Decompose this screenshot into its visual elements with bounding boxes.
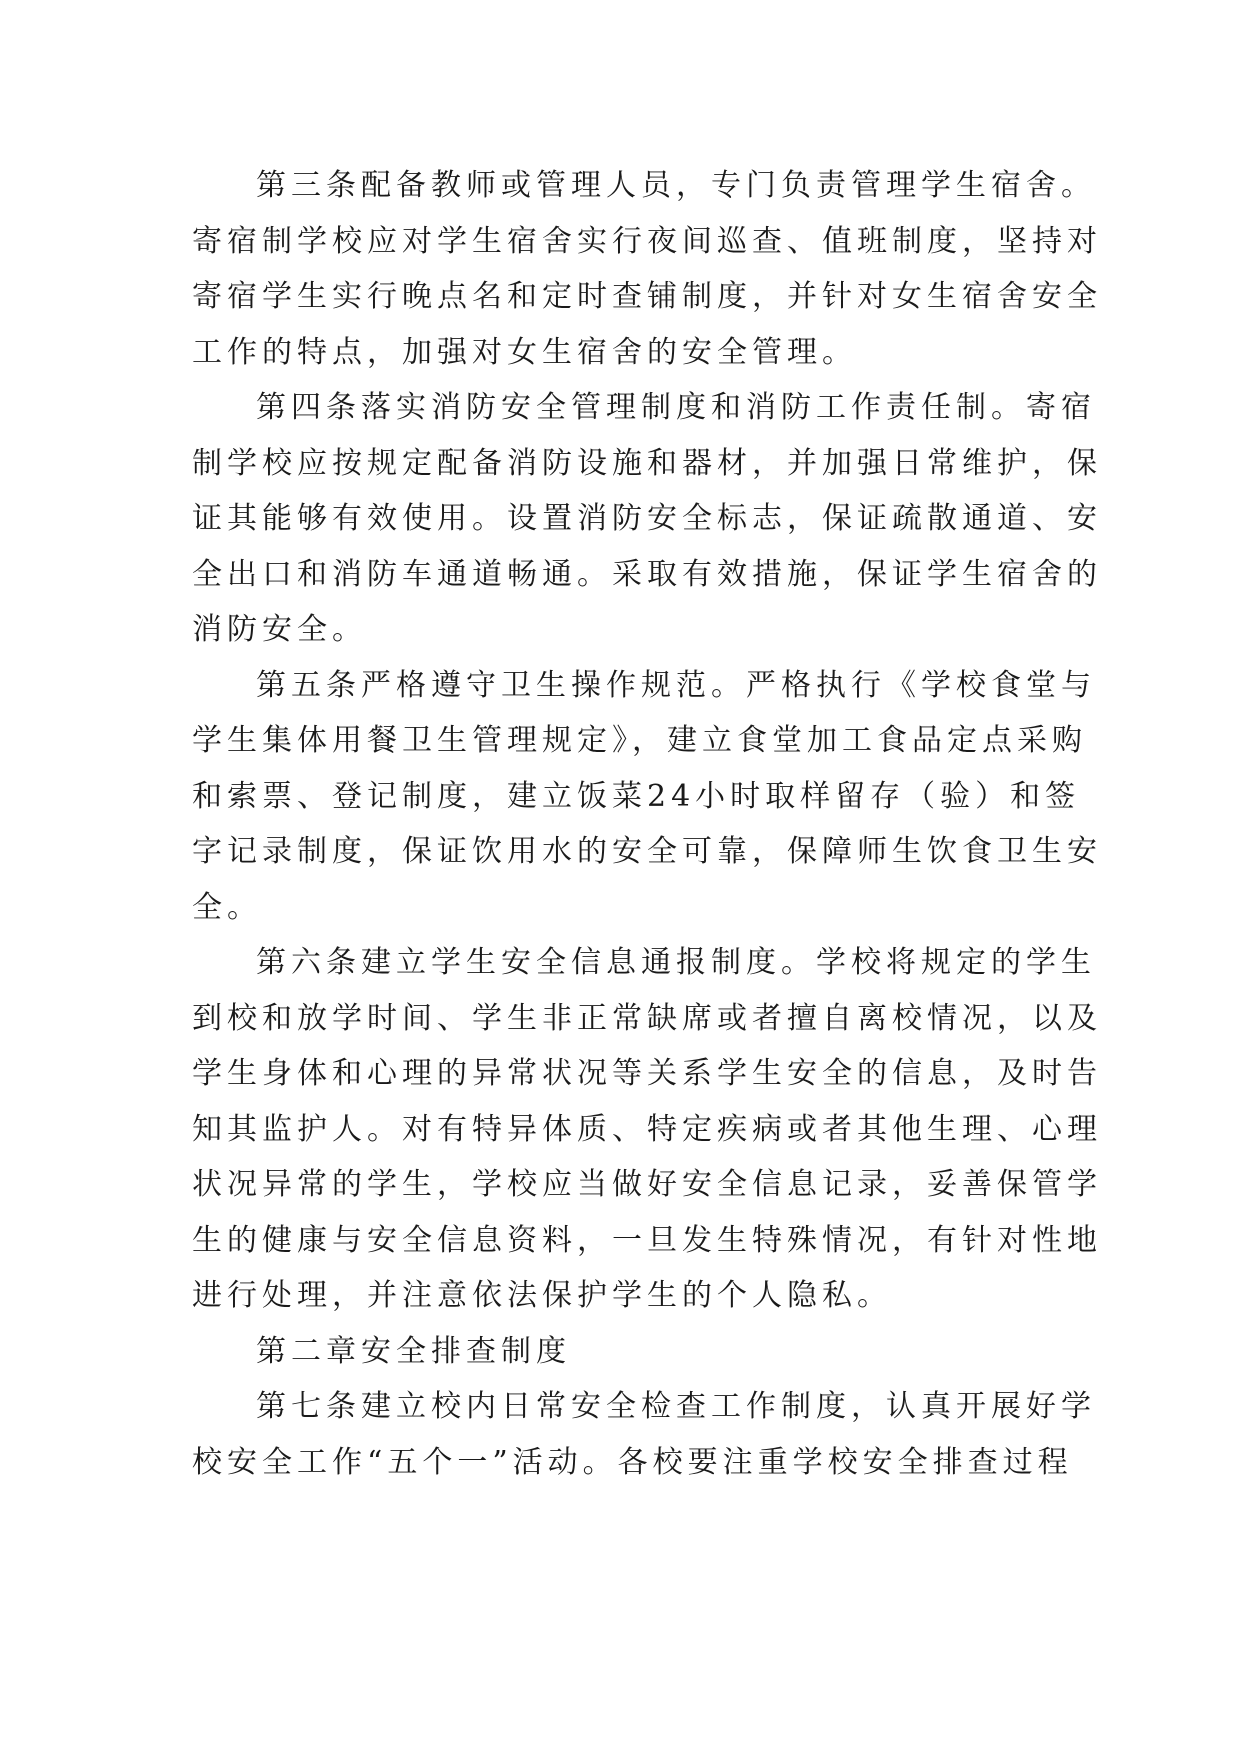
article-6-paragraph — [192, 935, 1102, 1324]
text-line: 证其能够有效使用。设置消防安全标志，保证疏散通道、安 — [192, 501, 1102, 536]
article-5-paragraph — [192, 658, 1102, 936]
text-line: 第四条落实消防安全管理制度和消防工作责任制。寄宿 — [256, 390, 1096, 425]
chapter-2-heading — [192, 1324, 1052, 1380]
article-7-paragraph — [192, 1379, 1096, 1490]
text-line: 状况异常的学生，学校应当做好安全信息记录，妥善保管学 — [192, 1167, 1102, 1202]
text-line: 第七条建立校内日常安全检查工作制度，认真开展好学 — [256, 1389, 1096, 1424]
text-line: 进行处理，并注意依法保护学生的个人隐私。 — [192, 1278, 892, 1313]
text-line: 校安全工作“五个一”活动。各校要注重学校安全排查过程 — [192, 1444, 1073, 1480]
article-4-paragraph — [192, 380, 1102, 658]
text-line: 字记录制度，保证饮用水的安全可靠，保障师生饮食卫生安 — [192, 834, 1102, 869]
text-line: 寄宿制学校应对学生宿舍实行夜间巡查、值班制度，坚持对 — [192, 223, 1102, 259]
text-line: 第五条严格遵守卫生操作规范。严格执行《学校食堂与 — [256, 667, 1096, 703]
text-line: 学生身体和心理的异常状况等关系学生安全的信息，及时告 — [192, 1056, 1102, 1091]
text-line: 制学校应按规定配备消防设施和器材，并加强日常维护，保 — [192, 445, 1102, 481]
text-line: 第六条建立学生安全信息通报制度。学校将规定的学生 — [256, 945, 1096, 980]
text-line: 消防安全。 — [192, 612, 367, 647]
text-line: 知其监护人。对有特异体质、特定疾病或者其他生理、心理 — [192, 1111, 1102, 1147]
text-line: 到校和放学时间、学生非正常缺席或者擅自离校情况，以及 — [192, 1000, 1102, 1036]
text-line: 第三条配备教师或管理人员，专门负责管理学生宿舍。 — [256, 168, 1096, 203]
text-line: 全出口和消防车通道畅通。采取有效措施，保证学生宿舍的 — [192, 556, 1102, 592]
text-line: 生的健康与安全信息资料，一旦发生特殊情况，有针对性地 — [192, 1222, 1102, 1258]
document-body — [192, 158, 1102, 1490]
text-line: 寄宿学生实行晚点名和定时查铺制度，并针对女生宿舍安全 — [192, 279, 1102, 314]
article-3-paragraph — [192, 158, 1102, 380]
text-line: 学生集体用餐卫生管理规定》，建立食堂加工食品定点采购 — [192, 723, 1087, 758]
text-line: 和索票、登记制度，建立饭菜24小时取样留存（验）和签 — [192, 778, 1081, 814]
text-line: 工作的特点，加强对女生宿舍的安全管理。 — [192, 334, 857, 370]
text-line: 全。 — [192, 889, 262, 925]
heading-line: 第二章安全排查制度 — [256, 1333, 571, 1369]
